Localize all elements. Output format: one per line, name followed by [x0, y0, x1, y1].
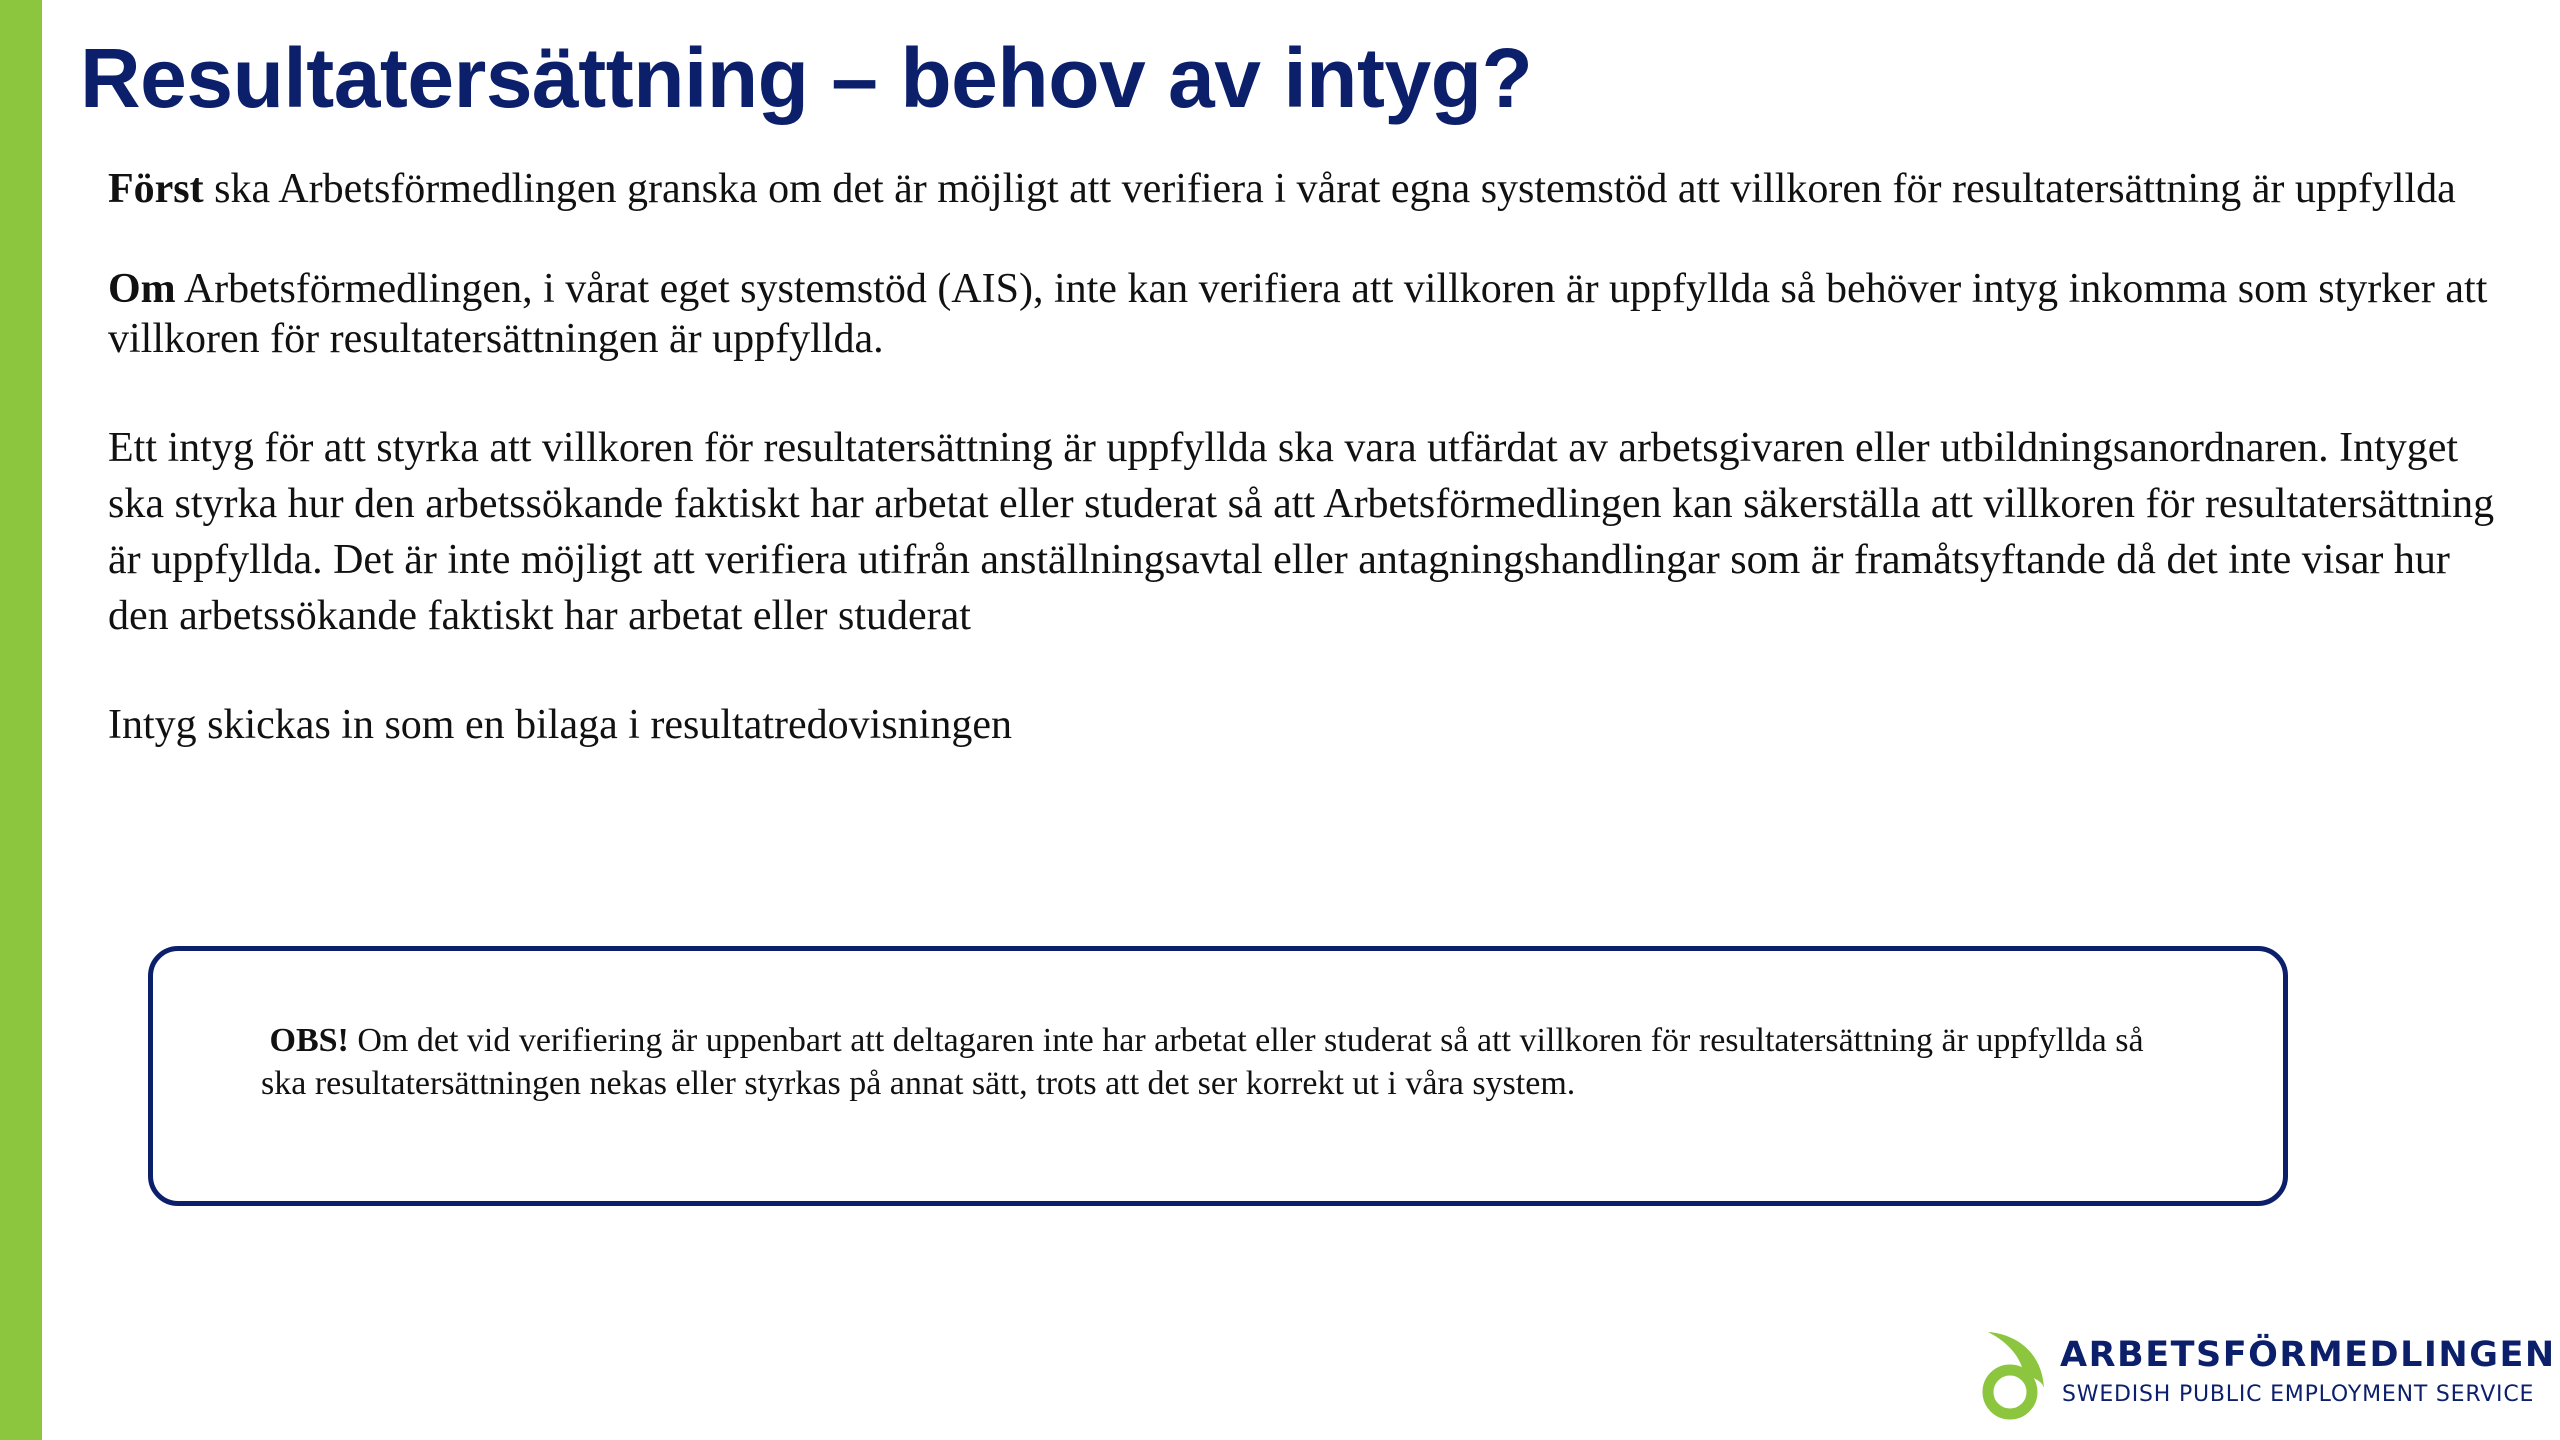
obs-note-box — [148, 946, 2288, 1206]
obs-note-body: Om det vid verifiering är uppenbart att deltagaren inte har arbetat eller studerat så att villkoren för resultatersättning är uppfyllda så ska resultatersättningen nekas eller styrkas på annat sätt, trots att det ser korrekt ut i våra system. — [261, 1022, 2144, 1102]
paragraph-lead: Om — [108, 266, 176, 312]
slide-body — [108, 164, 2498, 750]
paragraph-submission: Intyg skickas in som en bilaga i resultatredovisningen — [108, 702, 1012, 748]
paragraph-if-not-verified — [108, 264, 2498, 364]
arbetsformedlingen-logo — [1976, 1330, 2556, 1420]
obs-note-text — [261, 1019, 2181, 1105]
accent-side-bar — [0, 0, 42, 1440]
paragraph-lead: Först — [108, 166, 204, 212]
obs-label: OBS! — [269, 1022, 349, 1059]
logo-name: ARBETSFÖRMEDLINGEN — [2060, 1335, 2556, 1375]
logo-tagline: SWEDISH PUBLIC EMPLOYMENT SERVICE — [2062, 1382, 2535, 1407]
slide-title: Resultatersättning – behov av intyg? — [80, 31, 1533, 125]
paragraph-first-check — [108, 164, 2498, 214]
paragraph-text: Arbetsförmedlingen, i vårat eget systemstöd (AIS), inte kan verifiera att villkoren är uppfyllda så behöver intyg inkomma som styrker att villkoren för resultatersättningen är uppfyllda. — [108, 266, 2488, 362]
paragraph-certificate-requirements: Ett intyg för att styrka att villkoren för resultatersättning är uppfyllda ska vara utfärdat av arbetsgivaren eller utbildningsanordnaren. Intyget ska styrka hur den arbetssökande faktiskt har arbetat eller studerat så att Arbetsförmedlingen kan säkerställa att villkoren för resultatersättning är uppfyllda. Det är inte möjligt att verifiera utifrån anställningsavtal eller antagningshandlingar som är framåtsyftande då det inte visar hur den arbetssökande faktiskt har arbetat eller studerat — [108, 425, 2495, 639]
logo-mark-icon — [1976, 1330, 2052, 1420]
paragraph-text: ska Arbetsförmedlingen granska om det är möjligt att verifiera i vårat egna systemstöd att villkoren för resultatersättning är uppfyllda — [203, 166, 2456, 212]
